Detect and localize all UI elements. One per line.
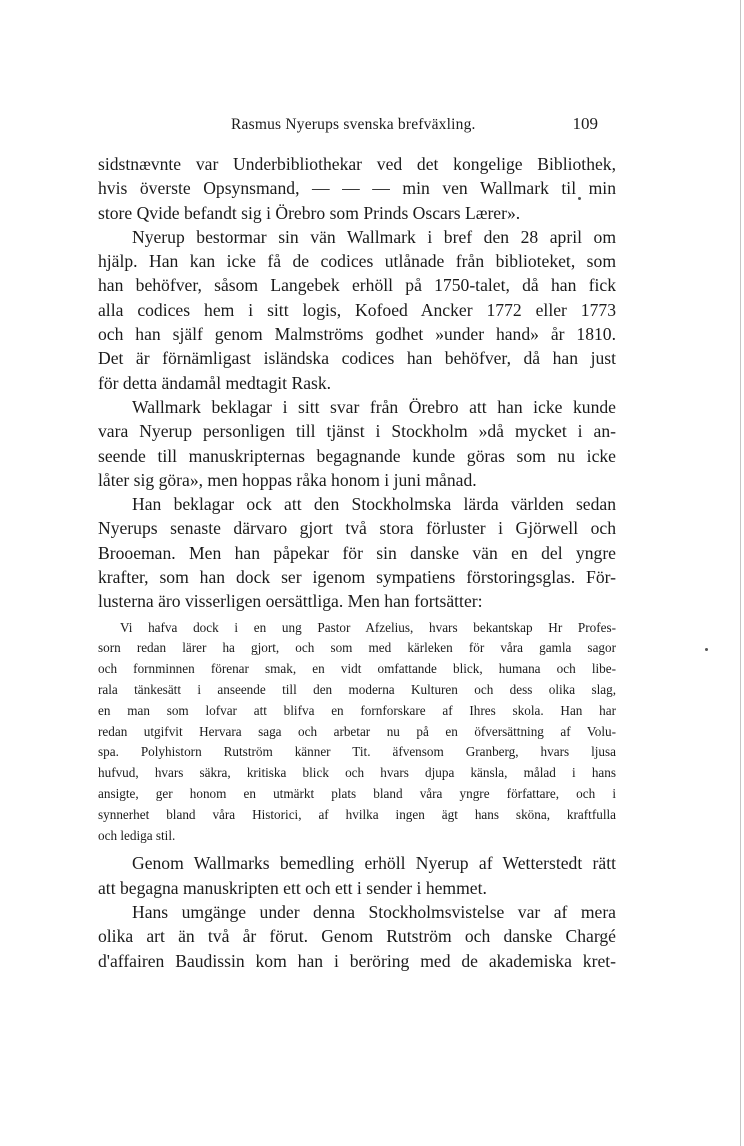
quote-line: hufvud, hvars säkra, kritiska blick och hvars djupa känsla, målad i hans	[98, 765, 616, 781]
text-line: hvis överste Opsynsmand, — — — min ven Wallmark til min	[98, 178, 616, 199]
text-line: krafter, som han dock ser igenom sympatiens förstoringsglas. För-	[98, 567, 616, 588]
quote-line: sorn redan lärer ha gjort, och som med kärleken för våra gamla sagor	[98, 640, 616, 656]
text-line: Nyerup bestormar sin vän Wallmark i bref den 28 april om	[132, 226, 616, 247]
quote-line: ansigte, ger honom en utmärkt plats bland våra yngre författare, och i	[98, 786, 616, 802]
text-line: att begagna manuskripten ett och ett i sender i hemmet.	[98, 877, 487, 898]
quote-line: en man som lofvar att blifva en fornforskare af Ihres skola. Han har	[98, 702, 616, 718]
quote-line: och lediga stil.	[98, 827, 176, 843]
text-line: för detta ändamål medtagit Rask.	[98, 372, 332, 393]
text-line: hjälp. Han kan icke få de codices utlånade från biblioteket, som	[98, 251, 616, 272]
block-quote	[98, 618, 616, 847]
text-line: Nyerups senaste därvaro gjort två stora förluster i Gjörwell och	[98, 518, 616, 539]
text-line: sidstnævnte var Underbibliothekar ved det kongelige Bibliothek,	[98, 154, 616, 174]
paragraph	[98, 492, 616, 613]
text-line: d'affairen Baudissin kom han i beröring med de akademiska kret-	[98, 950, 616, 971]
quote-line: rala tänkesätt i anseende till den moderna Kulturen och dess olika slag,	[98, 682, 616, 698]
paragraph	[98, 225, 616, 395]
page-header	[98, 114, 618, 136]
quote-line: synnerhet bland våra Historici, af hvilka ingen ägt hans sköna, kraftfulla	[98, 806, 616, 822]
paragraph	[98, 851, 616, 900]
text-line: Brooeman. Men han påpekar för sin danske vän en del yngre	[98, 542, 616, 563]
text-line: seende till manuskripternas begagnande kunde göras som nu icke	[98, 445, 616, 466]
text-line: store Qvide befandt sig i Örebro som Prinds Oscars Lærer».	[98, 202, 521, 223]
page-body	[98, 152, 616, 973]
text-line: Wallmark beklagar i sitt svar från Örebro att han icke kunde	[132, 396, 616, 417]
text-line: alla codices hem i sitt logis, Kofoed Ancker 1772 eller 1773	[98, 299, 616, 320]
quote-line: Vi hafva dock i en ung Pastor Afzelius, hvars bekantskap Hr Profes-	[120, 619, 616, 635]
quote-line: spa. Polyhistorn Rutström känner Tit. äfvensom Granberg, hvars ljusa	[98, 744, 616, 760]
quote-line: och fornminnen förenar smak, en vidt omfattande blick, humana och libe-	[98, 661, 616, 677]
text-line: Han beklagar ock att den Stockholmska lärda världen sedan	[132, 494, 616, 515]
paragraph	[98, 152, 616, 225]
page-edge-line	[740, 0, 741, 1146]
text-line: han behöfver, såsom Langebek erhöll på 1750-talet, då han fick	[98, 275, 616, 296]
page-number: 109	[572, 114, 598, 133]
paragraph	[98, 395, 616, 492]
text-line: vara Nyerup personligen till tjänst i Stockholm »då mycket i an-	[98, 421, 616, 442]
text-line: Genom Wallmarks bemedling erhöll Nyerup af Wetterstedt rätt	[132, 853, 616, 874]
text-line: Hans umgänge under denna Stockholmsvistelse var af mera	[132, 902, 616, 922]
paragraph	[98, 900, 616, 973]
text-line: och han själf genom Malmströms godhet »under hand» år 1810.	[98, 324, 616, 345]
running-title: Rasmus Nyerups svenska brefväxling.	[231, 116, 476, 133]
text-line: låter sig göra», men hoppas råka honom i juni månad.	[98, 469, 477, 490]
speck-mark	[705, 648, 708, 651]
text-line: Det är förnämligast isländska codices han behöfver, då han just	[98, 348, 616, 369]
text-line: olika art än två år förut. Genom Rutström och danske Chargé	[98, 926, 616, 947]
quote-line: redan utgifvit Hervara saga och arbetar nu på en öfversättning af Volu-	[98, 723, 616, 739]
text-line: lusterna äro visserligen oersättliga. Men han fortsätter:	[98, 591, 483, 612]
